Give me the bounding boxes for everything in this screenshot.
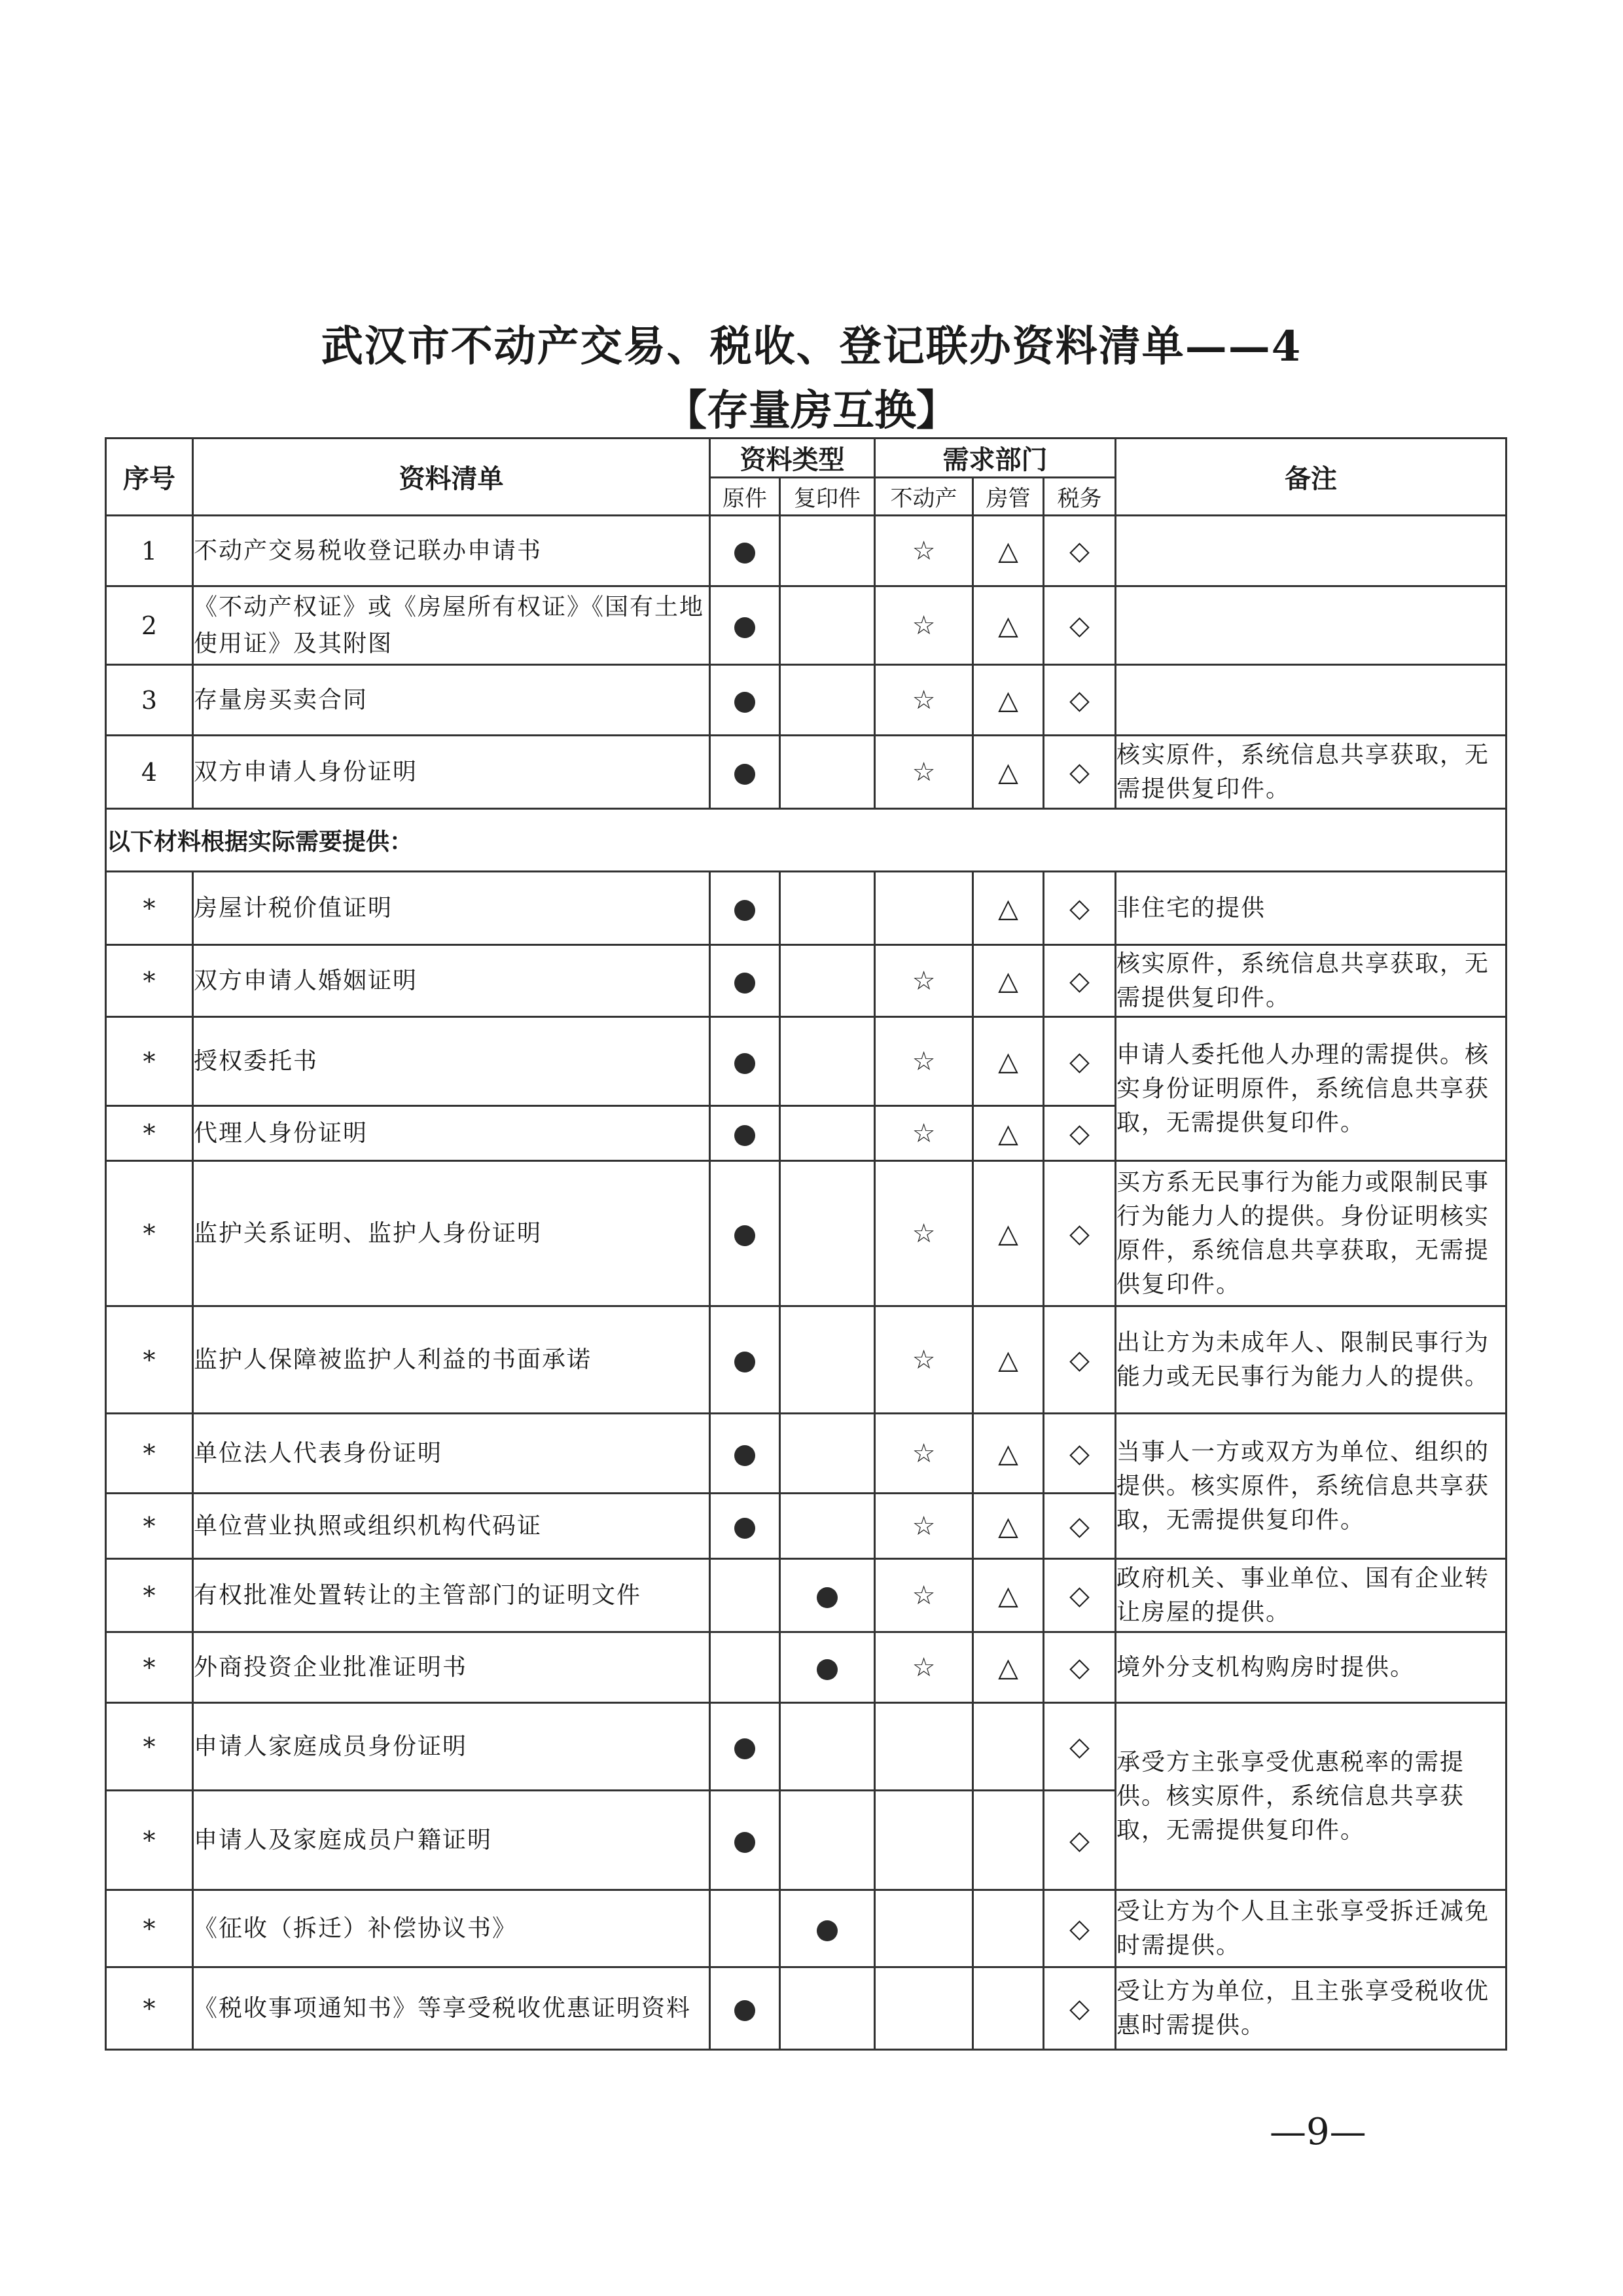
diamond-icon: ◇	[1069, 965, 1090, 996]
row-item: 双方申请人婚姻证明	[193, 945, 710, 1017]
row-remark	[1116, 665, 1507, 736]
table-row	[106, 1017, 1507, 1106]
filled-dot-icon	[734, 1738, 755, 1759]
filled-dot-icon	[734, 543, 755, 564]
triangle-icon: △	[998, 1344, 1018, 1375]
diamond-icon: ◇	[1069, 1913, 1090, 1944]
row-seq: *	[106, 1106, 193, 1161]
triangle-icon: △	[998, 535, 1018, 566]
table-row	[106, 1967, 1507, 2050]
header-dept-group: 需求部门	[875, 439, 1116, 478]
row-remark: 非住宅的提供	[1116, 872, 1507, 945]
diamond-icon: ◇	[1069, 1046, 1090, 1077]
copy-mark	[780, 516, 875, 586]
row-item: 有权批准处置转让的主管部门的证明文件	[193, 1559, 710, 1632]
star-icon: ☆	[912, 965, 936, 996]
row-item: 外商投资企业批准证明书	[193, 1632, 710, 1703]
star-icon: ☆	[912, 1580, 936, 1611]
diamond-icon: ◇	[1069, 1825, 1090, 1856]
original-mark	[710, 516, 780, 586]
filled-dot-icon	[734, 764, 755, 785]
row-seq: *	[106, 1967, 193, 2050]
header-dept-housing: 房管	[973, 478, 1044, 516]
row-item: 单位营业执照或组织机构代码证	[193, 1494, 710, 1559]
diamond-icon: ◇	[1069, 610, 1090, 641]
diamond-icon: ◇	[1069, 757, 1090, 787]
table-row	[106, 516, 1507, 586]
filled-dot-icon	[734, 1225, 755, 1246]
triangle-icon: △	[998, 893, 1018, 924]
diamond-icon: ◇	[1069, 1118, 1090, 1149]
header-seq: 序号	[106, 439, 193, 516]
row-remark: 境外分支机构购房时提供。	[1116, 1632, 1507, 1703]
row-seq: 2	[106, 586, 193, 665]
star-icon: ☆	[912, 1344, 936, 1375]
table-row	[106, 1306, 1507, 1414]
filled-dot-icon	[734, 692, 755, 713]
filled-dot-icon	[734, 1053, 755, 1074]
diamond-icon: ◇	[1069, 1511, 1090, 1541]
diamond-icon: ◇	[1069, 685, 1090, 715]
row-seq: *	[106, 1890, 193, 1967]
row-item: 申请人及家庭成员户籍证明	[193, 1791, 710, 1890]
row-item: 监护关系证明、监护人身份证明	[193, 1161, 710, 1306]
row-seq: *	[106, 1791, 193, 1890]
star-icon: ☆	[912, 757, 936, 787]
table-row	[106, 736, 1507, 809]
star-icon: ☆	[912, 535, 936, 566]
row-item: 《不动产权证》或《房屋所有权证》《国有土地使用证》及其附图	[193, 586, 710, 665]
row-seq: 3	[106, 665, 193, 736]
header-type-group: 资料类型	[710, 439, 875, 478]
triangle-icon: △	[998, 1652, 1018, 1683]
triangle-icon: △	[998, 1438, 1018, 1469]
row-item: 代理人身份证明	[193, 1106, 710, 1161]
row-seq: 1	[106, 516, 193, 586]
row-remark: 核实原件，系统信息共享获取，无需提供复印件。	[1116, 945, 1507, 1017]
header-dept-realestate: 不动产	[875, 478, 973, 516]
diamond-icon: ◇	[1069, 1580, 1090, 1611]
document-title: 武汉市不动产交易、税收、登记联办资料清单——4	[321, 322, 1302, 371]
triangle-icon: △	[998, 1511, 1018, 1541]
row-remark	[1116, 586, 1507, 665]
diamond-icon: ◇	[1069, 1344, 1090, 1375]
row-item: 《征收（拆迁）补偿协议书》	[193, 1890, 710, 1967]
row-remark: 买方系无民事行为能力或限制民事行为能力人的提供。身份证明核实原件，系统信息共享获取，无需提供复印件。	[1116, 1161, 1507, 1306]
filled-dot-icon	[734, 1125, 755, 1146]
row-item: 监护人保障被监护人利益的书面承诺	[193, 1306, 710, 1414]
row-item: 单位法人代表身份证明	[193, 1414, 710, 1494]
triangle-icon: △	[998, 757, 1018, 787]
row-seq: *	[106, 945, 193, 1017]
row-seq: *	[106, 1414, 193, 1494]
row-seq: *	[106, 1161, 193, 1306]
star-icon: ☆	[912, 1511, 936, 1541]
row-seq: 4	[106, 736, 193, 809]
row-item: 《税收事项通知书》等享受税收优惠证明资料	[193, 1967, 710, 2050]
row-item: 双方申请人身份证明	[193, 736, 710, 809]
star-icon: ☆	[912, 1046, 936, 1077]
table-row	[106, 1559, 1507, 1632]
header-type-copy: 复印件	[780, 478, 875, 516]
triangle-icon: △	[998, 1118, 1018, 1149]
row-seq: *	[106, 1494, 193, 1559]
filled-dot-icon	[734, 2000, 755, 2021]
filled-dot-icon	[734, 1832, 755, 1853]
diamond-icon: ◇	[1069, 893, 1090, 924]
header-type-original: 原件	[710, 478, 780, 516]
section-row	[106, 809, 1507, 872]
filled-dot-icon	[817, 1587, 838, 1608]
triangle-icon: △	[998, 610, 1018, 641]
star-icon: ☆	[912, 1652, 936, 1683]
row-remark: 受让方为单位，且主张享受税收优惠时需提供。	[1116, 1967, 1507, 2050]
row-remark: 申请人委托他人办理的需提供。核实身份证明原件，系统信息共享获取，无需提供复印件。	[1116, 1017, 1507, 1161]
filled-dot-icon	[734, 617, 755, 638]
filled-dot-icon	[817, 1659, 838, 1680]
header-dept-tax: 税务	[1044, 478, 1116, 516]
table-row	[106, 1414, 1507, 1494]
star-icon: ☆	[912, 1118, 936, 1149]
row-item: 存量房买卖合同	[193, 665, 710, 736]
table-row	[106, 1703, 1507, 1791]
table-row	[106, 872, 1507, 945]
table-row	[106, 1161, 1507, 1306]
star-icon: ☆	[912, 1438, 936, 1469]
diamond-icon: ◇	[1069, 1218, 1090, 1249]
table-row	[106, 665, 1507, 736]
page-number: —9—	[1270, 2111, 1366, 2153]
row-remark: 核实原件，系统信息共享获取，无需提供复印件。	[1116, 736, 1507, 809]
row-remark: 受让方为个人且主张享受拆迁减免时需提供。	[1116, 1890, 1507, 1967]
filled-dot-icon	[734, 900, 755, 921]
row-seq: *	[106, 1632, 193, 1703]
row-remark: 出让方为未成年人、限制民事行为能力或无民事行为能力人的提供。	[1116, 1306, 1507, 1414]
header-item: 资料清单	[193, 439, 710, 516]
row-item: 授权委托书	[193, 1017, 710, 1106]
filled-dot-icon	[734, 1445, 755, 1466]
row-seq: *	[106, 1703, 193, 1791]
filled-dot-icon	[734, 1352, 755, 1372]
document-subtitle: 【存量房互换】	[665, 386, 958, 435]
table-row	[106, 945, 1507, 1017]
diamond-icon: ◇	[1069, 1993, 1090, 2024]
star-icon: ☆	[912, 1218, 936, 1249]
triangle-icon: △	[998, 685, 1018, 715]
triangle-icon: △	[998, 1046, 1018, 1077]
row-seq: *	[106, 872, 193, 945]
star-icon: ☆	[912, 610, 936, 641]
materials-table	[105, 437, 1507, 2051]
section-label: 以下材料根据实际需要提供：	[106, 809, 1507, 872]
row-remark: 政府机关、事业单位、国有企业转让房屋的提供。	[1116, 1559, 1507, 1632]
triangle-icon: △	[998, 1218, 1018, 1249]
filled-dot-icon	[734, 973, 755, 994]
row-remark: 承受方主张享受优惠税率的需提供。核实原件，系统信息共享获取，无需提供复印件。	[1116, 1703, 1507, 1890]
star-icon: ☆	[912, 685, 936, 715]
table-row	[106, 1890, 1507, 1967]
row-seq: *	[106, 1306, 193, 1414]
filled-dot-icon	[817, 1920, 838, 1941]
triangle-icon: △	[998, 965, 1018, 996]
row-item: 房屋计税价值证明	[193, 872, 710, 945]
triangle-icon: △	[998, 1580, 1018, 1611]
row-remark	[1116, 516, 1507, 586]
row-remark: 当事人一方或双方为单位、组织的提供。核实原件，系统信息共享获取，无需提供复印件。	[1116, 1414, 1507, 1559]
row-item: 不动产交易税收登记联办申请书	[193, 516, 710, 586]
diamond-icon: ◇	[1069, 1652, 1090, 1683]
header-remark: 备注	[1116, 439, 1507, 516]
diamond-icon: ◇	[1069, 535, 1090, 566]
diamond-icon: ◇	[1069, 1438, 1090, 1469]
table-row	[106, 586, 1507, 665]
row-item: 申请人家庭成员身份证明	[193, 1703, 710, 1791]
filled-dot-icon	[734, 1518, 755, 1539]
table-row	[106, 1632, 1507, 1703]
row-seq: *	[106, 1559, 193, 1632]
diamond-icon: ◇	[1069, 1731, 1090, 1762]
row-seq: *	[106, 1017, 193, 1106]
